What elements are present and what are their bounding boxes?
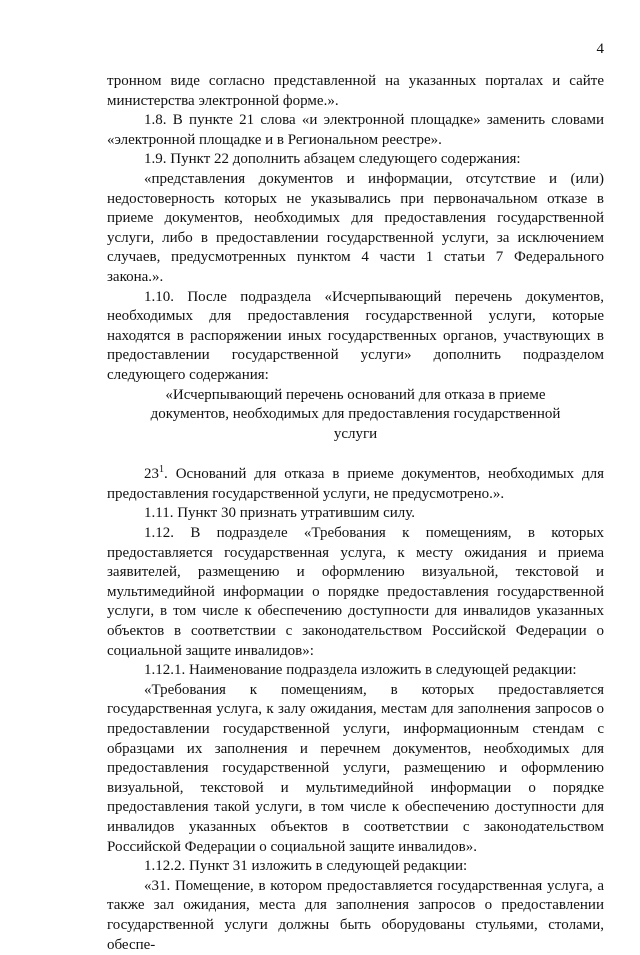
subsection-heading-line-3: услуги (333, 425, 378, 442)
paragraph-1-11: 1.11. Пункт 30 признать утратившим силу. (144, 505, 416, 522)
paragraph-1-9-quote: «представления документов и информации, отсутствие и (или) недостоверность которых не указывались при первоначальном отказе в приеме документов, необходимых для предоставления государственной услуги, либо в предоставлении государственной услуги, за исключением случаев, предусмотренных пунктом 4 части 1 статьи 7 Федерального закона.». (107, 170, 604, 285)
paragraph-31-quote: «31. Помещение, в котором предоставляется государственная услуга, а также зал ожидания, места для заполнения запросов о предоставлении государственной услуги должны быть оборудованы стульями, столами, обеспе- (107, 877, 604, 953)
paragraph-23-1 (107, 465, 604, 504)
paragraph-1-9: 1.9. Пункт 22 дополнить абзацем следующего содержания: (144, 151, 521, 168)
paragraph-1-8: 1.8. В пункте 21 слова «и электронной площадке» заменить словами «электронной площадке и в Региональном реестре». (107, 112, 604, 148)
paragraph-1-12-1: 1.12.1. Наименование подраздела изложить в следующей редакции: (144, 662, 577, 679)
paragraph-1-12-2: 1.12.2. Пункт 31 изложить в следующей редакции: (144, 858, 468, 875)
paragraph-1-12: 1.12. В подразделе «Требования к помещениям, в которых предоставляется государственная услуга, к месту ожидания и приема заявителей, размещению и оформлению визуальной, текстовой и мультимедийной информации о порядке предоставления государственной услуги, в том числе к обеспечению доступности для инвалидов указанных объектов в соответствии с законодательством Российской Федерации о социальной защите инвалидов»: (107, 525, 604, 659)
paragraph-1-10: 1.10. После подраздела «Исчерпывающий перечень документов, необходимых для предоставления государственной услуги, которые находятся в распоряжении иных государственных органов, участвующих в предоставлении государственной услуги» дополнить подразделом следующего содержания: (107, 288, 604, 383)
paragraph-continuation: тронном виде согласно представленной на указанных порталах и сайте министерства электронной форме.». (107, 73, 604, 109)
blank-line (107, 444, 604, 465)
subsection-heading-line-2: документов, необходимых для предоставления государственной (150, 406, 561, 423)
subsection-heading-line-1: «Исчерпывающий перечень оснований для отказа в приеме (165, 386, 546, 403)
subsection-heading (107, 386, 604, 445)
item-number: 23 (144, 466, 159, 483)
item-superscript: 1 (159, 464, 164, 476)
item-text: . Оснований для отказа в приеме документов, необходимых для предоставления государственной услуги, не предусмотрено.». (107, 466, 604, 502)
page-number: 4 (596, 41, 604, 57)
document-body (107, 72, 604, 955)
paragraph-1-12-1-quote: «Требования к помещениям, в которых предоставляется государственная услуга, к залу ожидания, местам для заполнения запросов о предоставлении государственной услуги, информационным стендам с образцами их заполнения и перечнем документов, необходимых для предоставления государственной услуги, размещению и оформлению визуальной, текстовой и мультимедийной информации о порядке предоставления такой услуги, в том числе к обеспечению доступности для инвалидов указанных объектов в соответствии с законодательством Российской Федерации о социальной защите инвалидов». (107, 681, 604, 855)
